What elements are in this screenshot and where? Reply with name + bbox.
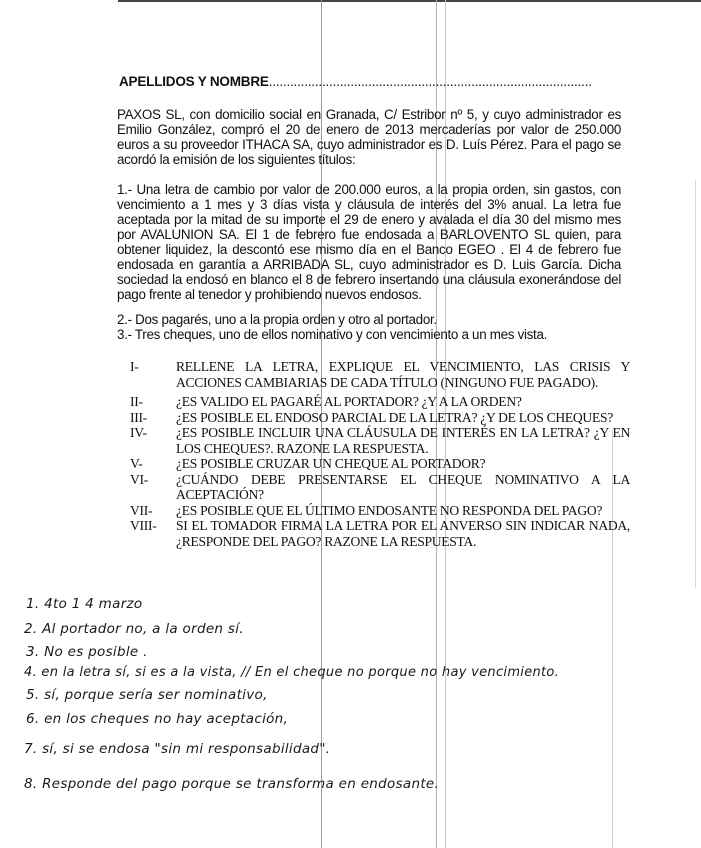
statement-item-3: 3.- Tres cheques, uno de ellos nominativo y con vencimiento a un mes vista. xyxy=(117,327,548,342)
handwritten-answer: 3. No es posible . xyxy=(26,644,148,660)
statement-intro: PAXOS SL, con domicilio social en Granada, C/ Estribor nº 5, y cuyo administrador es Emilio González, compró el 20 de enero de 2013 mercaderías por valor de 250.000 euros a su proveedor ITHACA SA, cuyo administrador es D. Luís Pérez. Para el pago se acordó la emisión de los siguientes títulos: xyxy=(117,107,621,167)
handwritten-answer: 7. sí, si se endosa "sin mi responsabilidad". xyxy=(24,741,331,757)
statement-item-2: 2.- Dos pagarés, uno a la propia orden y otro al portador. xyxy=(117,312,437,327)
question-number: II- xyxy=(130,394,143,409)
question-item xyxy=(130,503,630,519)
question-number: IV- xyxy=(130,425,147,440)
question-text: ¿ES POSIBLE QUE EL ÚLTIMO ENDOSANTE NO RESPONDA DEL PAGO? xyxy=(176,502,603,518)
question-number: VIII- xyxy=(130,518,157,533)
handwritten-answer: 5. sí, porque sería ser nominativo, xyxy=(26,687,268,703)
question-list xyxy=(130,359,630,549)
question-item xyxy=(130,410,630,426)
question-text: ¿ES POSIBLE INCLUIR UNA CLÁUSULA DE INTERÉS EN LA LETRA? ¿Y EN LOS CHEQUES?. RAZONE LA RESPUESTA. xyxy=(176,425,630,456)
question-text: RELLENE LA LETRA, EXPLIQUE EL VENCIMIENTO, LAS CRISIS Y ACCIONES CAMBIARIAS DE CADA TÍTULO (NINGUNO FUE PAGADO). xyxy=(176,359,630,390)
question-number: I- xyxy=(130,359,139,374)
question-item xyxy=(130,472,630,503)
question-item xyxy=(130,518,630,549)
question-number: VII- xyxy=(130,502,153,518)
question-text: ¿CUÁNDO DEBE PRESENTARSE EL CHEQUE NOMINATIVO A LA ACEPTACIÓN? xyxy=(176,471,630,502)
name-field-line xyxy=(119,74,592,89)
handwritten-answer: 1. 4to 1 4 marzo xyxy=(26,596,143,612)
handwritten-answer: 8. Responde del pago porque se transforma en endosante. xyxy=(24,776,440,792)
name-field-label: APELLIDOS Y NOMBRE xyxy=(119,74,269,89)
handwritten-answer: 2. Al portador no, a la orden sí. xyxy=(24,621,244,637)
question-item xyxy=(130,425,630,456)
question-item xyxy=(130,456,630,472)
name-field-dots: ........................................................................................... xyxy=(268,74,592,89)
question-number: V- xyxy=(130,456,143,471)
question-item xyxy=(130,359,630,390)
question-text: ¿ES POSIBLE EL ENDOSO PARCIAL DE LA LETRA? ¿Y DE LOS CHEQUES? xyxy=(176,409,613,425)
question-text: ¿ES POSIBLE CRUZAR UN CHEQUE AL PORTADOR? xyxy=(176,456,486,471)
question-item xyxy=(130,394,630,410)
handwritten-answer: 6. en los cheques no hay aceptación, xyxy=(26,711,289,727)
question-number: III- xyxy=(130,409,147,425)
handwritten-answer: 4. en la letra sí, si es a la vista, // En el cheque no porque no hay vencimiento. xyxy=(24,665,560,680)
paper-top-edge xyxy=(118,0,701,2)
fold-line xyxy=(695,180,696,588)
question-text: ¿ES VALIDO EL PAGARÉ AL PORTADOR? ¿Y A LA ORDEN? xyxy=(176,394,522,409)
question-number: VI- xyxy=(130,471,148,487)
statement-item-1: 1.- Una letra de cambio por valor de 200.000 euros, a la propia orden, sin gastos, con vencimiento a 1 mes y 3 días vista y cláusula de interés del 3% anual. La letra fue aceptada por la mitad de su importe el 29 de enero y avalada el día 30 del mismo mes por AVALUNION SA. El 1 de febrero fue endosada a BARLOVENTO SL quien, para obtener liquidez, la descontó ese mismo día en el Banco EGEO . El 4 de febrero fue endosada en garantía a ARRIBADA SL, cuyo administrador es D. Luis García. Dicha sociedad la endosó en blanco el 8 de febrero insertando una cláusula exonerándose del pago frente al tenedor y prohibiendo nuevos endosos. xyxy=(117,182,621,302)
question-text: SI EL TOMADOR FIRMA LA LETRA POR EL ANVERSO SIN INDICAR NADA, ¿RESPONDE DEL PAGO? RAZONE LA RESPUESTA. xyxy=(176,518,630,549)
